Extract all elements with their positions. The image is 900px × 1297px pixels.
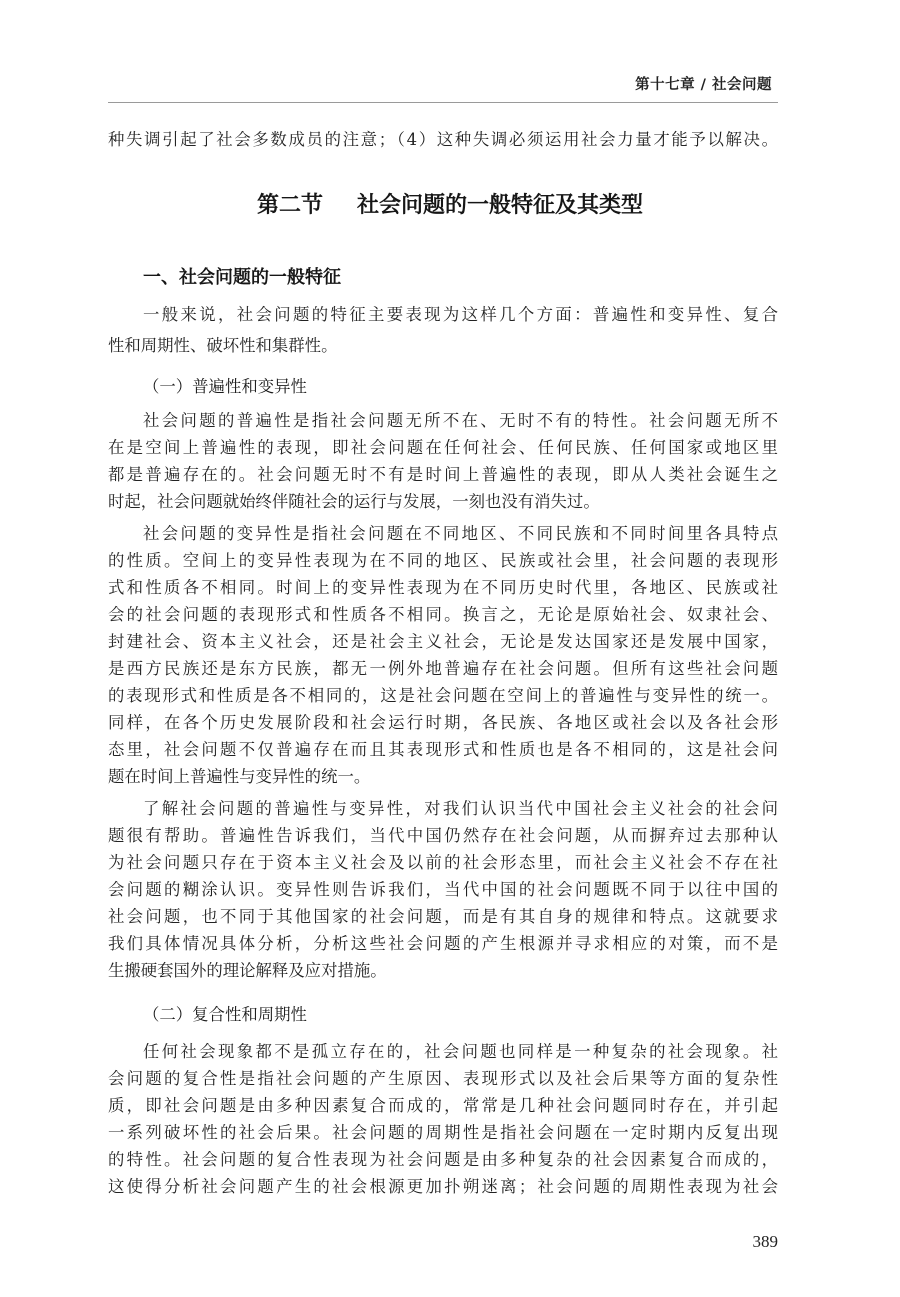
paragraph-line: 会问题的复合性是指社会问题的产生原因、表现形式以及社会后果等方面的复杂性 xyxy=(108,1069,778,1088)
paragraph-line: 一般来说，社会问题的特征主要表现为这样几个方面：普遍性和变异性、复合 xyxy=(143,305,778,324)
paragraph-line: 在是空间上普遍性的表现，即社会问题在任何社会、任何民族、任何国家或地区里 xyxy=(108,438,778,457)
paragraph-line: 质，即社会问题是由多种因素复合而成的，常常是几种社会问题同时存在，并引起 xyxy=(108,1096,778,1115)
page-number: 389 xyxy=(752,1232,778,1251)
paragraph-line: 会问题的糊涂认识。变异性则告诉我们，当代中国的社会问题既不同于以往中国的 xyxy=(108,880,778,899)
paragraph-line: 社会问题，也不同于其他国家的社会问题，而是有其自身的规律和特点。这就要求 xyxy=(108,907,778,926)
paragraph-line: 一系列破坏性的社会后果。社会问题的周期性是指社会问题在一定时期内反复出现 xyxy=(108,1123,778,1142)
header-rule xyxy=(108,102,778,103)
paragraph-line: 任何社会现象都不是孤立存在的，社会问题也同样是一种复杂的社会现象。社 xyxy=(143,1042,778,1061)
running-head: 第十七章 / 社会问题 xyxy=(635,77,772,93)
section-title-text: 社会问题的一般特征及其类型 xyxy=(357,193,644,218)
paragraph-line: 同样，在各个历史发展阶段和社会运行时期，各民族、各地区或社会以及各社会形 xyxy=(108,713,778,732)
paragraph-line: 为社会问题只存在于资本主义社会及以前的社会形态里，而社会主义社会不存在社 xyxy=(108,853,778,872)
paragraph-line: 种失调引起了社会多数成员的注意；（4）这种失调必须运用社会力量才能予以解决。 xyxy=(108,130,778,149)
paragraph-line: 会的社会问题的表现形式和性质各不相同。换言之，无论是原始社会、奴隶社会、 xyxy=(108,605,778,624)
paragraph-line: 题在时间上普遍性与变异性的统一。 xyxy=(108,767,371,786)
section-number: 第二节 xyxy=(256,193,323,218)
paragraph-line: 了解社会问题的普遍性与变异性，对我们认识当代中国社会主义社会的社会问 xyxy=(143,799,778,818)
paragraph-line: 式和性质各不相同。时间上的变异性表现为在不同历史时代里，各地区、民族或社 xyxy=(108,578,778,597)
heading-level-1: 一、社会问题的一般特征 xyxy=(143,267,341,288)
paragraph-line: 性和周期性、破坏性和集群性。 xyxy=(108,336,338,355)
section-title xyxy=(0,188,900,219)
paragraph-line: 的表现形式和性质是各不相同的，这是社会问题在空间上的普遍性与变异性的统一。 xyxy=(108,686,778,705)
paragraph-line: 封建社会、资本主义社会，还是社会主义社会，无论是发达国家还是发展中国家， xyxy=(108,632,778,651)
paragraph-line: 态里，社会问题不仅普遍存在而且其表现形式和性质也是各不相同的，这是社会问 xyxy=(108,740,778,759)
subheading-universality: （一）普遍性和变异性 xyxy=(143,377,307,396)
paragraph-line: 社会问题的普遍性是指社会问题无所不在、无时不有的特性。社会问题无所不 xyxy=(143,411,778,430)
paragraph-line: 的特性。社会问题的复合性表现为社会问题是由多种复杂的社会因素复合而成的， xyxy=(108,1150,778,1169)
paragraph-line: 都是普遍存在的。社会问题无时不有是时间上普遍性的表现，即从人类社会诞生之 xyxy=(108,465,778,484)
paragraph-line: 时起，社会问题就始终伴随社会的运行与发展，一刻也没有消失过。 xyxy=(108,492,600,511)
paragraph-line: 的性质。空间上的变异性表现为在不同的地区、民族或社会里，社会问题的表现形 xyxy=(108,551,778,570)
subheading-complexity: （二）复合性和周期性 xyxy=(143,1005,307,1024)
paragraph-line: 题很有帮助。普遍性告诉我们，当代中国仍然存在社会问题，从而摒弃过去那种认 xyxy=(108,826,778,845)
paragraph-line: 社会问题的变异性是指社会问题在不同地区、不同民族和不同时间里各具特点 xyxy=(143,524,778,543)
paragraph-line: 我们具体情况具体分析，分析这些社会问题的产生根源并寻求相应的对策，而不是 xyxy=(108,934,778,953)
paragraph-line: 是西方民族还是东方民族，都无一例外地普遍存在社会问题。但所有这些社会问题 xyxy=(108,659,778,678)
paragraph-line: 这使得分析社会问题产生的社会根源更加扑朔迷离；社会问题的周期性表现为社会 xyxy=(108,1177,778,1196)
paragraph-line: 生搬硬套国外的理论解释及应对措施。 xyxy=(108,961,387,980)
